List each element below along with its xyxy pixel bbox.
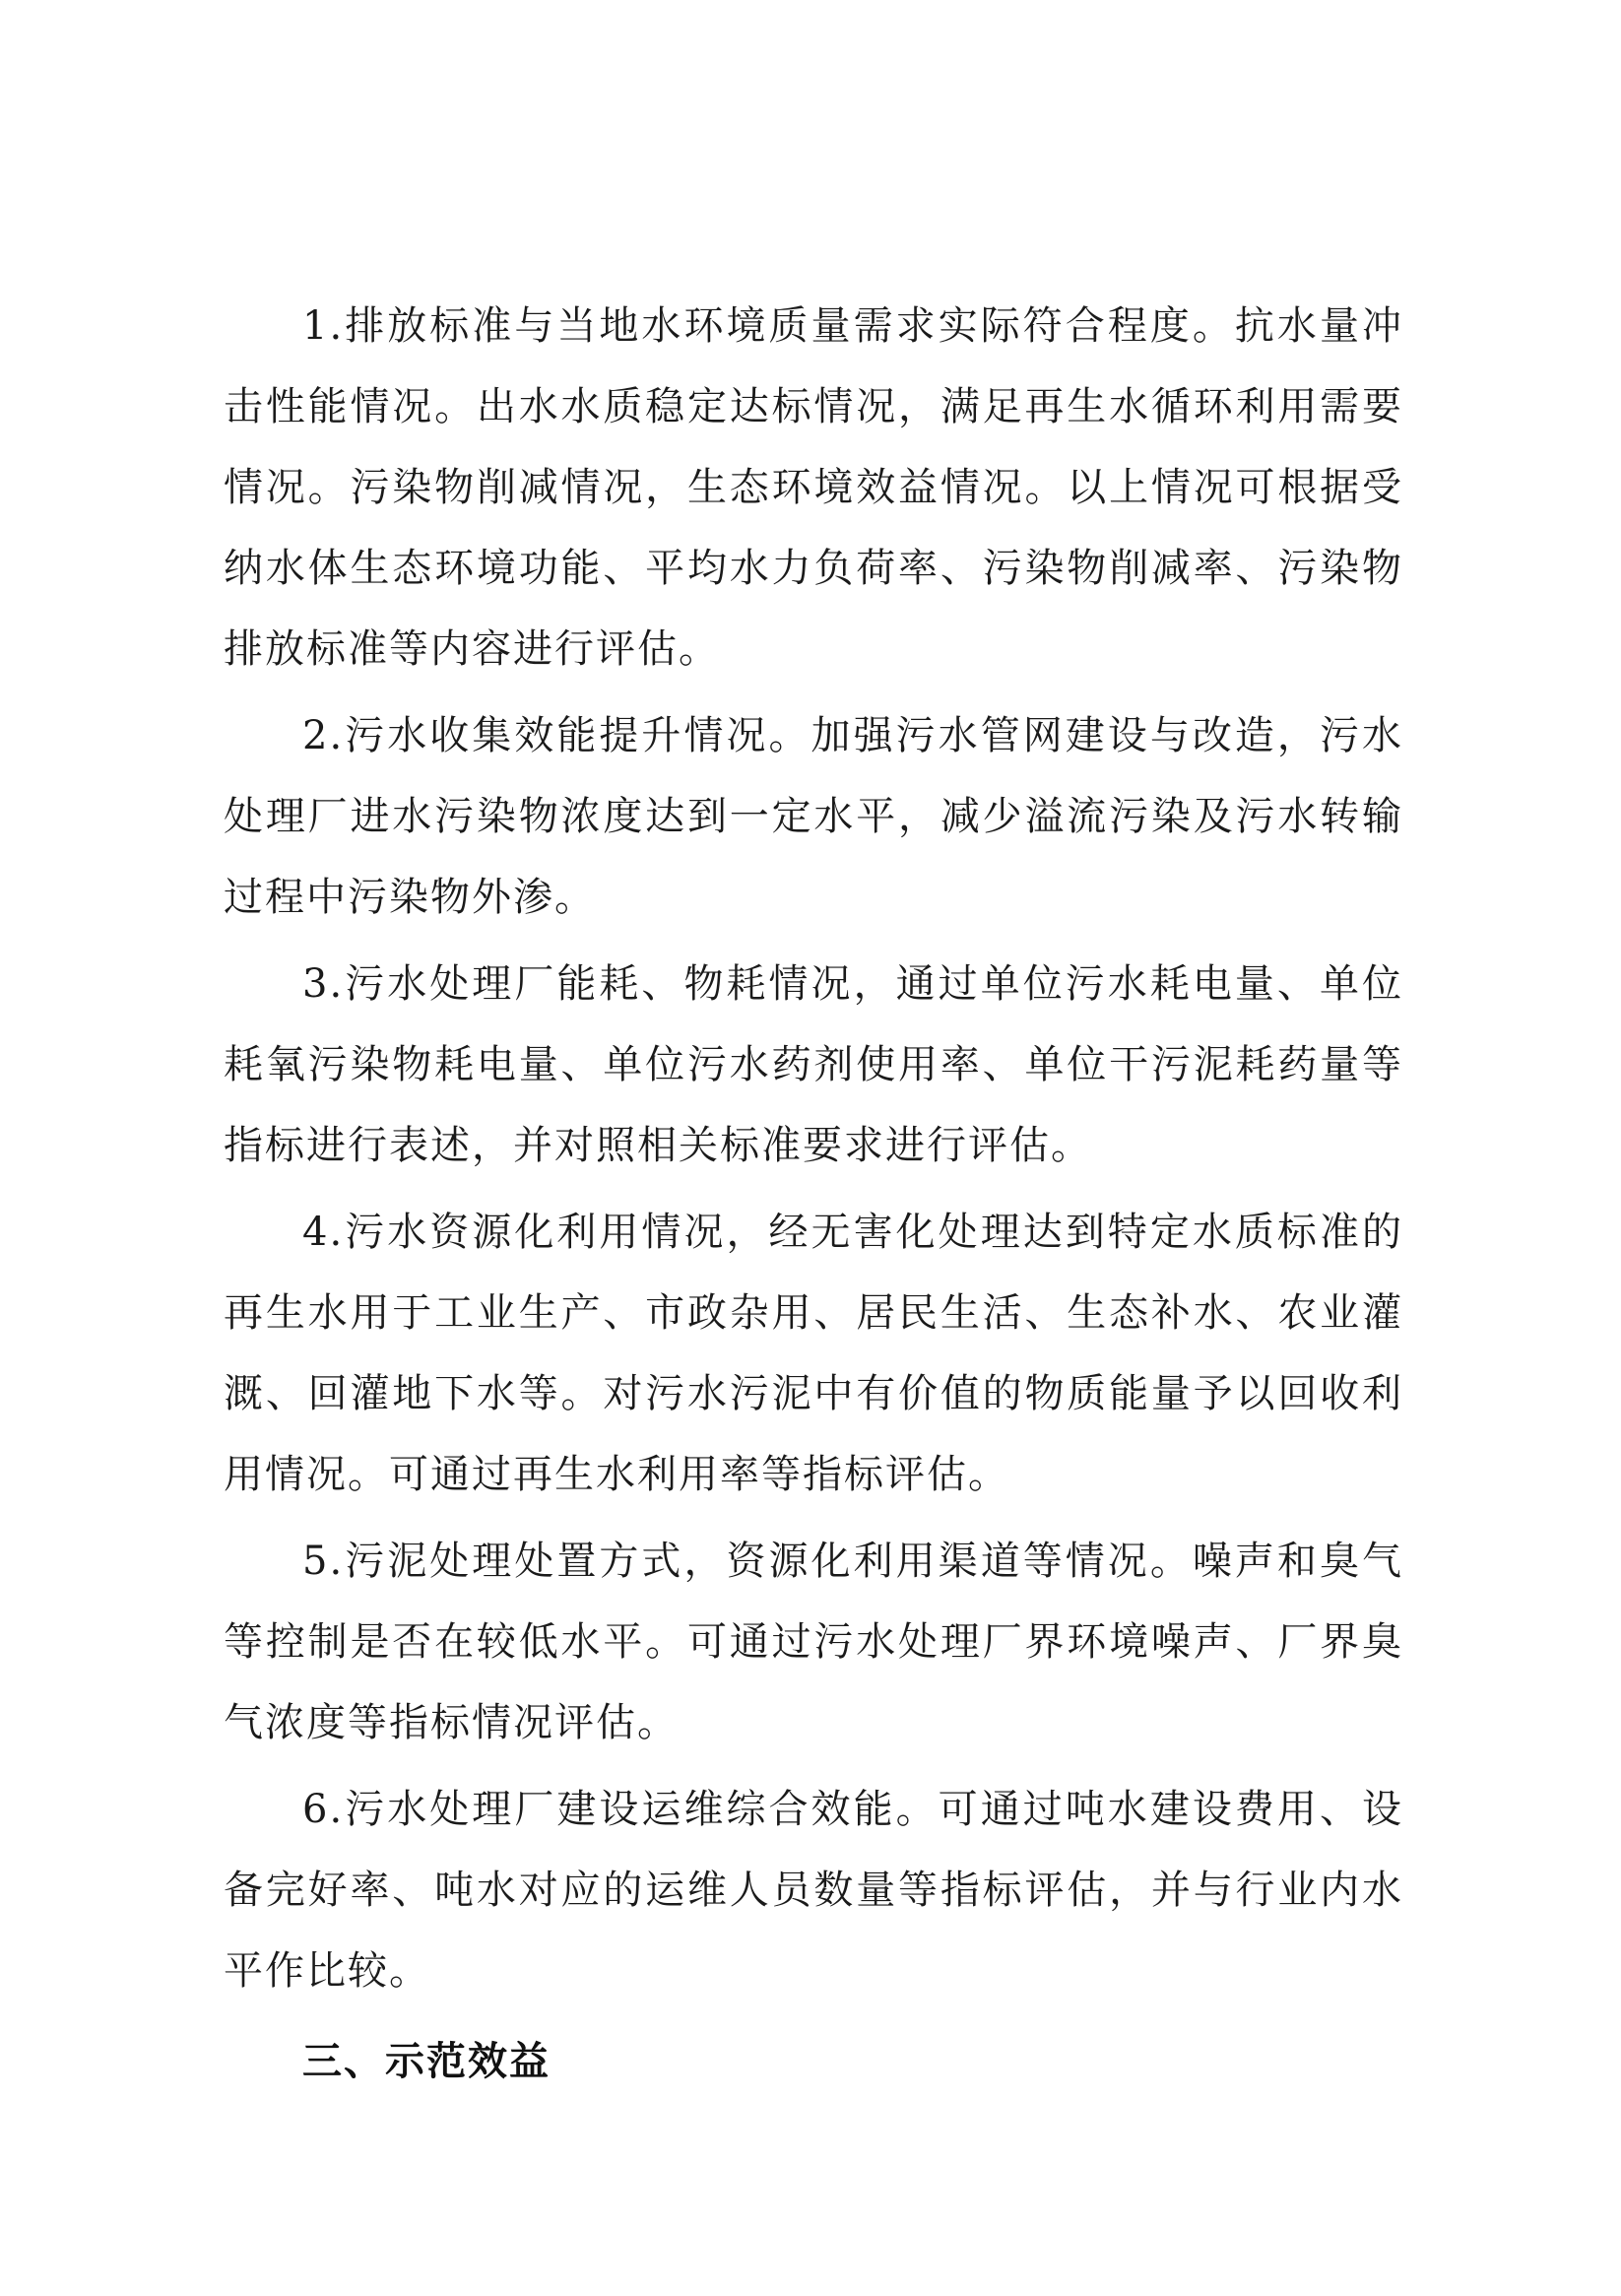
paragraph-6: 6.污水处理厂建设运维综合效能。可通过吨水建设费用、设备完好率、吨水对应的运维人员数量等指标评估，并与行业内水平作比较。	[224, 1787, 1403, 1994]
paragraph-2: 2.污水收集效能提升情况。加强污水管网建设与改造，污水处理厂进水污染物浓度达到一定水平，减少溢流污染及污水转输过程中污染物外渗。	[224, 713, 1403, 920]
document-body	[224, 286, 1403, 2102]
paragraph-5: 5.污泥处理处置方式，资源化利用渠道等情况。噪声和臭气等控制是否在较低水平。可通过污水处理厂界环境噪声、厂界臭气浓度等指标情况评估。	[224, 1539, 1403, 1745]
paragraph-1: 1.排放标准与当地水环境质量需求实际符合程度。抗水量冲击性能情况。出水水质稳定达标情况，满足再生水循环利用需要情况。污染物削减情况，生态环境效益情况。以上情况可根据受纳水体生态环境功能、平均水力负荷率、污染物削减率、污染物排放标准等内容进行评估。	[224, 303, 1403, 672]
paragraph-3: 3.污水处理厂能耗、物耗情况，通过单位污水耗电量、单位耗氧污染物耗电量、单位污水药剂使用率、单位干污泥耗药量等指标进行表述，并对照相关标准要求进行评估。	[224, 961, 1403, 1168]
paragraph-4: 4.污水资源化利用情况，经无害化处理达到特定水质标准的再生水用于工业生产、市政杂用、居民生活、生态补水、农业灌溉、回灌地下水等。对污水污泥中有价值的物质能量予以回收利用情况。可通过再生水利用率等指标评估。	[224, 1210, 1403, 1497]
section-heading: 三、示范效益	[302, 2039, 551, 2084]
